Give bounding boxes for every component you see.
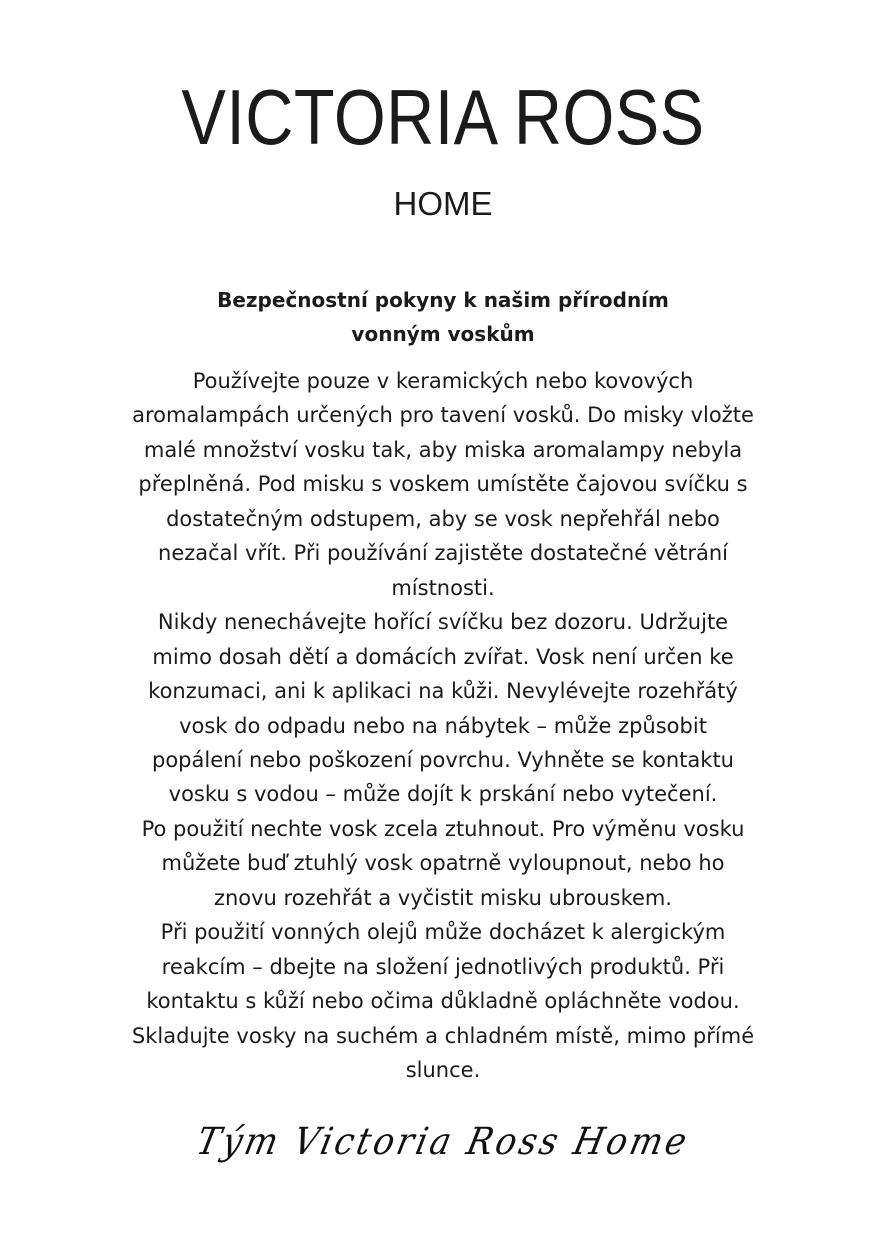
signature: Tým Victoria Ross Home [192,1120,694,1164]
body-line: místnosti. [391,575,495,600]
body-line: malé množství vosku tak, aby miska aromalampy nebyla [143,437,743,462]
body-line: dostatečným odstupem, aby se vosk nepřehřál nebo [166,506,720,531]
body-line: Používejte pouze v keramických nebo kovových [192,369,694,393]
body-line: popálení nebo poškození povrchu. Vyhněte se kontaktu [152,747,734,772]
body-line: slunce. [405,1058,481,1083]
body-line: přeplněná. Pod misku s voskem umístěte čajovou svíčku s [138,472,748,497]
brand-title: VICTORIA ROSS [181,73,705,161]
body-line: aromalampách určených pro tavení vosků. Do misky vložte [132,403,754,428]
safety-instructions-text [0,364,886,1088]
body-line: Při použití vonných olejů může docházet k alergickým [160,920,726,945]
body-line: Skladujte vosky na suchém a chladném místě, mimo přímé [131,1023,755,1048]
heading-line: vonným voskům [351,322,535,346]
body-line: mimo dosah dětí a domácích zvířat. Vosk není určen ke [152,644,734,669]
body-line: reakcím – dbejte na složení jednotlivých produktů. Při [161,954,725,979]
body-line: můžete buď ztuhlý vosk opatrně vyloupnout, nebo ho [161,851,725,876]
body-line: konzumaci, ani k aplikaci na kůži. Nevylévejte rozehřátý [148,679,738,704]
body-line: nezačal vřít. Při používání zajistěte dostatečné větrání [158,541,728,566]
body-line: vosk do odpadu nebo na nábytek – může způsobit [179,713,707,738]
body-line: znovu rozehřát a vyčistit misku ubrouskem. [213,885,673,910]
brand-subtitle: HOME [393,185,493,222]
body-line: Nikdy nenechávejte hořící svíčku bez dozoru. Udržujte [157,610,729,635]
body-line: Po použití nechte vosk zcela ztuhnout. Pro výměnu vosku [141,816,745,841]
body-line: kontaktu s kůží nebo očima důkladně opláchněte vodou. [146,989,740,1014]
document-heading [0,283,886,351]
heading-line: Bezpečnostní pokyny k našim přírodním [217,288,669,312]
body-line: vosku s vodou – může dojít k prskání nebo vytečení. [168,782,718,807]
